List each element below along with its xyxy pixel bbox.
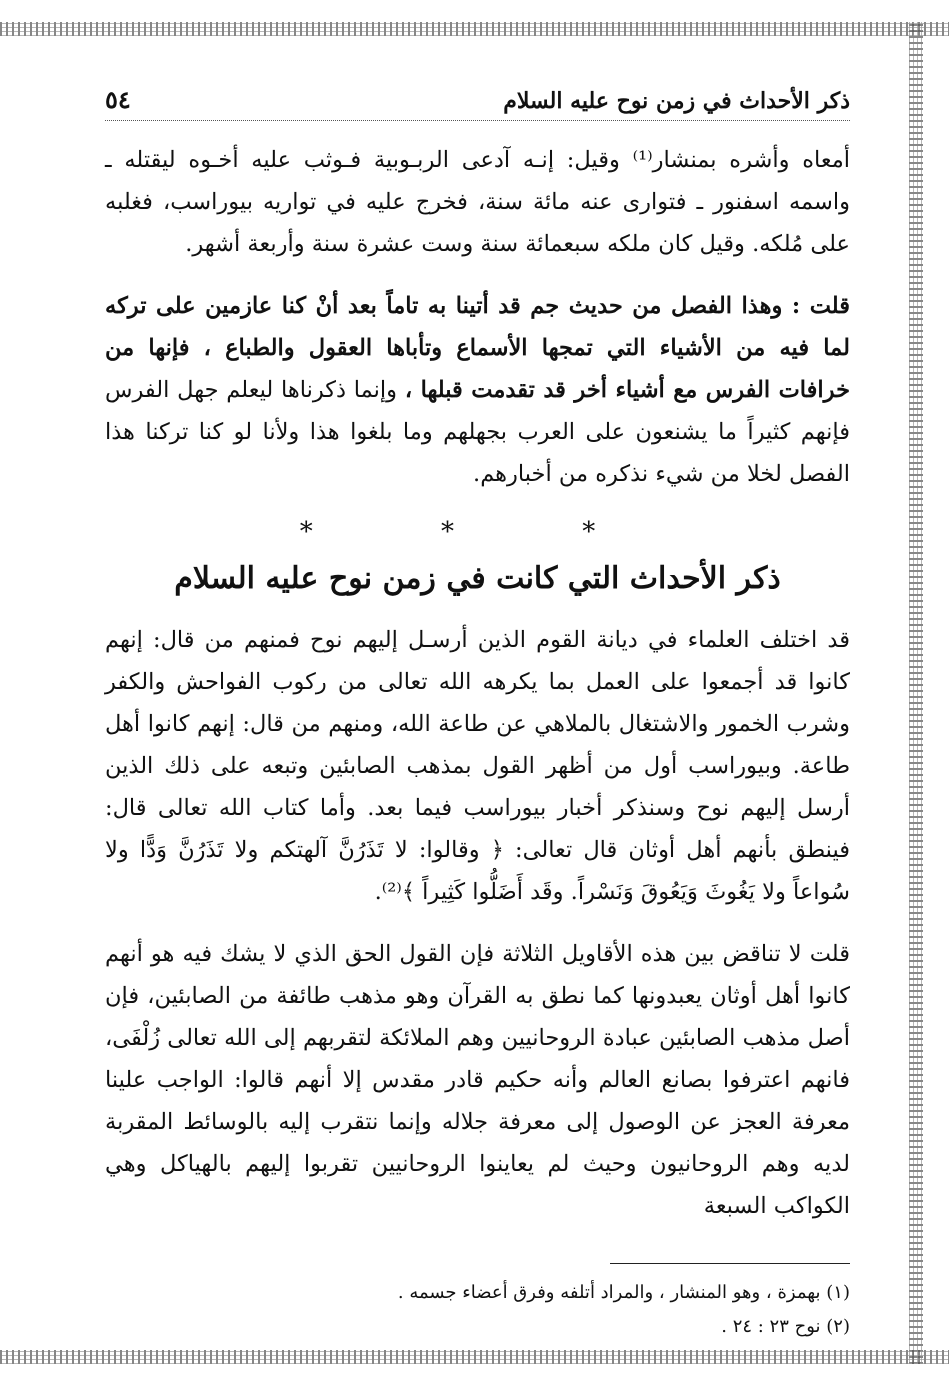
running-title: ذكر الأحداث في زمن نوح عليه السلام xyxy=(503,88,850,114)
book-page xyxy=(105,85,850,1344)
spacer xyxy=(105,913,850,933)
footnote-rule xyxy=(610,1263,850,1264)
paragraph-4: قلت لا تناقض بين هذه الأقاويل الثلاثة فإن القول الحق الذي لا يشك فيه هو أنهم كانوا أهل أوثان يعبدونها كما نطق به القرآن وهو مذهب طائفة من الصابئين، فإن أصل مذهب الصابئين عبادة الروحانيين وهم الملائكة لتقربهم إلى الله تعالى زُلْفَى، فانهم اعترفوا بصانع العالم وأنه حكيم قادر مقدس إلا أنهم قالوا: الواجب علينا معرفة العجز عن الوصول إلى معرفة جلاله وإنما نتقرب إليه بالوسائط المقربة لديه وهم الروحانيون وحيث لم يعاينوا الروحانيين تقربوا إليهم بالهياكل وهي الكواكب السبعة xyxy=(105,941,850,1219)
footnote-2: (٢) نوح ٢٣ : ٢٤ . xyxy=(721,1316,850,1337)
paragraph-2-rest: وإنما ذكرناها ليعلم جهل الفرس فإنهم كثيراً ما يشنعون على العرب بجهلهم وما بلغوا هذا ولأنا لو كنا تركنا هذا الفصل لخلا من شيء نذكره من أخبارهم. xyxy=(105,377,850,487)
decorative-border-bottom xyxy=(0,1350,949,1364)
footnote-1: (١) بهمزة ، وهو المنشار ، والمراد أتلفه وفرق أعضاء جسمه . xyxy=(397,1282,850,1303)
decorative-border-right xyxy=(909,22,923,1364)
decorative-border-top xyxy=(0,22,949,36)
paragraph-1: أمعاه وأشره بمنشار⁽¹⁾ وقيل: إنـه آدعى الربـوبية فـوثب عليه أخـوه ليقتله ـ واسمه اسفنور ـ فتوارى عنه مائة سنة، فخرج عليه في تواريه بيوراسب، فغلبه على مُلكه. وقيل كان ملكه سبعمائة سنة وست عشرة سنة وأربعة أشهر. xyxy=(105,147,850,257)
paragraph-3: قد اختلف العلماء في ديانة القوم الذين أرسـل إليهم نوح فمنهم من قال: إنهم كانوا قد أجمعوا على العمل بما يكرهه الله تعالى من ركوب الفواحش والكفر وشرب الخمور والاشتغال بالملاهي عن طاعة الله، ومنهم من قال: إنهم كانوا أهل طاعة. وبيوراسب أول من أظهر القول بمذهب الصابئين وتبعه على ذلك الذين أرسل إليهم نوح وسنذكر أخبار بيوراسب فيما بعد. وأما كتاب الله تعالى قال: فينطق بأنهم أهل أوثان قال تعالى: ﴿ وقالوا: لا تَذَرُنَّ آلهتكم ولا تَذَرُنَّ وَدًّا ولا سُواعاً ولا يَغُوثَ وَيَعُوقَ وَنَسْراً. وقَد أَضَلُّوا كَثِيراً ﴾⁽²⁾. xyxy=(105,627,850,905)
section-separator-stars: * * * xyxy=(299,517,656,547)
paragraph-2 xyxy=(105,285,850,495)
page-number: ٥٤ xyxy=(105,85,131,114)
section-title: ذكر الأحداث التي كانت في زمن نوح عليه السلام xyxy=(174,561,781,596)
paragraph-2-bold: قلت : وهذا الفصل من حديث جم قد أتينا به تاماً بعد أنْ كنا عازمين على تركه لما فيه من الأشياء التي تمجها الأسماع وتأباها العقول والطباع ، فإنها من خرافات الفرس مع أشياء أخر قد تقدمت قبلها ، xyxy=(105,293,850,403)
spacer xyxy=(105,265,850,285)
running-header xyxy=(105,85,850,121)
